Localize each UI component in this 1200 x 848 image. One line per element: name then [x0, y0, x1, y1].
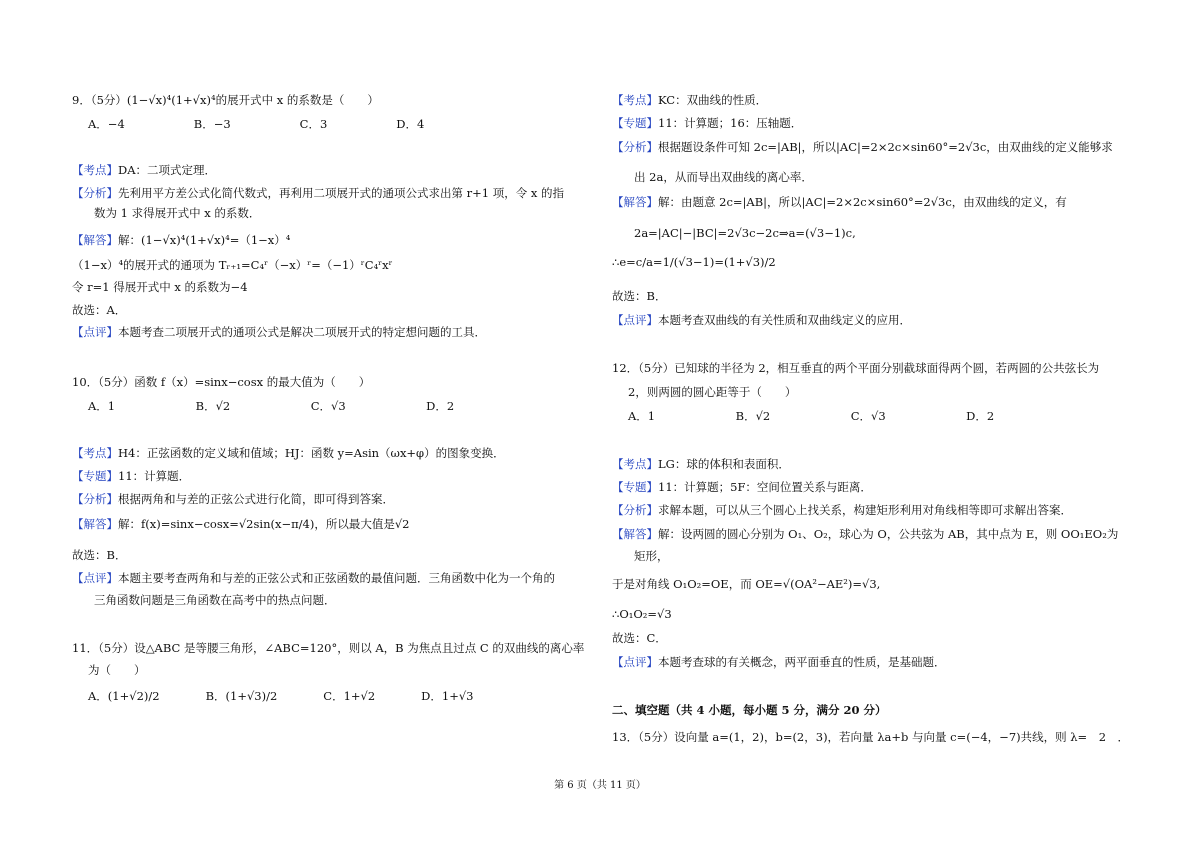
q11-stem-2 — [88, 662, 146, 678]
line-text: 本题考查球的有关概念，两平面垂直的性质，是基础题． — [658, 655, 946, 669]
q11-jieda-2 — [634, 225, 856, 241]
q11-jieda-1 — [612, 194, 1067, 210]
line-text: 解：(1−√x)⁴(1+√x)⁴=（1−x）⁴ — [118, 233, 291, 247]
q10-dianping-2 — [94, 592, 336, 608]
line-text: A．−4 B．−3 C．3 D．4 — [88, 117, 425, 131]
label-tag: 【考点】 — [72, 163, 118, 177]
line-text: 2，则两圆的圆心距等于（ ） — [628, 385, 797, 399]
q11-kaodian — [612, 92, 767, 108]
q10-zhuanti — [72, 468, 190, 484]
line-text: 解：由题意 2c=|AB|，所以|AC|=2×2c×sin60°=2√3c，由双曲线的定义，有 — [658, 195, 1067, 209]
line-text: LG：球的体积和表面积． — [658, 457, 790, 471]
line-text: 本题主要考查两角和与差的正弦公式和正弦函数的最值问题．三角函数中化为一个角的 — [118, 571, 555, 585]
q12-dianping — [612, 654, 946, 670]
line-text: A．(1+√2)/2 B．(1+√3)/2 C．1+√2 D．1+√3 — [88, 689, 474, 703]
q10-jieda — [72, 516, 409, 532]
q12-jieda-2 — [634, 548, 669, 564]
q11-fenxi-1 — [612, 139, 1113, 155]
line-text: 13．（5分）设向量 a=(1，2)，b=(2，3)，若向量 λa+b 与向量 c=(−4，−7)共线，则 λ= 2 ． — [612, 730, 1130, 744]
label-tag: 【专题】 — [612, 116, 658, 130]
label-tag: 【点评】 — [612, 313, 658, 327]
line-text: 于是对角线 O₁O₂=OE，而 OE=√(OA²−AE²)=√3, — [612, 577, 881, 591]
q9-kaodian — [72, 162, 216, 178]
line-text: 9．（5分）(1−√x)⁴(1+√x)⁴的展开式中 x 的系数是（ ） — [72, 93, 379, 107]
q13-stem — [612, 729, 1129, 745]
q12-jieda-1 — [612, 526, 1118, 542]
line-text: 三角函数问题是三角函数在高考中的热点问题． — [94, 593, 336, 607]
label-tag: 【分析】 — [72, 186, 118, 200]
line-text: 本题考查双曲线的有关性质和双曲线定义的应用． — [658, 313, 911, 327]
q12-fenxi — [612, 502, 1072, 518]
line-text: 2a=|AC|−|BC|=2√3c−2c⇒a=(√3−1)c, — [634, 226, 856, 240]
q11-zhuanti — [612, 115, 802, 131]
line-text: DA：二项式定理． — [118, 163, 217, 177]
line-text: H4：正弦函数的定义域和值域；HJ：函数 y=Asin（ωx+φ）的图象变换． — [118, 446, 505, 460]
q9-jieda-1 — [72, 232, 290, 248]
line-text: 矩形， — [634, 549, 669, 563]
q9-fenxi-1 — [72, 185, 564, 201]
line-text: 根据两角和与差的正弦公式进行化简，即可得到答案． — [118, 492, 394, 506]
line-text: A．1 B．√2 C．√3 D．2 — [628, 409, 995, 423]
q10-stem — [72, 374, 370, 390]
q12-jieda-3 — [612, 576, 880, 592]
label-tag: 【解答】 — [612, 527, 658, 541]
line-text: （1−x）⁴的展开式的通项为 Tᵣ₊₁=C₄ʳ（−x）ʳ=（−1）ʳC₄ʳxʳ — [72, 258, 393, 272]
q12-answer — [612, 630, 667, 646]
q12-kaodian — [612, 456, 790, 472]
line-text: 出 2a，从而导出双曲线的离心率． — [634, 170, 813, 184]
line-text: 求解本题，可以从三个圆心上找关系，构建矩形利用对角线相等即可求解出答案． — [658, 503, 1072, 517]
label-tag: 【考点】 — [72, 446, 118, 460]
line-text: KC：双曲线的性质． — [658, 93, 768, 107]
q9-stem — [72, 92, 379, 108]
line-text: 12．（5分）已知球的半径为 2，相互垂直的两个平面分别截球面得两个圆，若两圆的公共弦长为 — [612, 361, 1100, 375]
q10-kaodian — [72, 445, 505, 461]
line-text: 故选：A． — [72, 303, 127, 317]
label-tag: 【分析】 — [612, 140, 658, 154]
line-text: 数为 1 求得展开式中 x 的系数． — [94, 206, 261, 220]
line-text: 二、填空题（共 4 小题，每小题 5 分，满分 20 分） — [612, 703, 887, 717]
line-text: ∴O₁O₂=√3 — [612, 607, 672, 621]
label-tag: 【点评】 — [72, 571, 118, 585]
q11-answer — [612, 288, 666, 304]
q12-jieda-4 — [612, 606, 672, 622]
line-text: 本题考查二项展开式的通项公式是解决二项展开式的特定想问题的工具． — [118, 325, 486, 339]
line-text: 故选：C． — [612, 631, 667, 645]
label-tag: 【考点】 — [612, 93, 658, 107]
label-tag: 【专题】 — [72, 469, 118, 483]
label-tag: 【分析】 — [72, 492, 118, 506]
q9-dianping — [72, 324, 486, 340]
q11-jieda-3 — [612, 254, 776, 270]
line-text: 11：计算题． — [118, 469, 191, 483]
q11-dianping — [612, 312, 911, 328]
q10-options — [88, 398, 454, 414]
line-text: 根据题设条件可知 2c=|AB|，所以|AC|=2×2c×sin60°=2√3c，由双曲线的定义能够求 — [658, 140, 1113, 154]
q12-zhuanti — [612, 479, 872, 495]
line-text: 11：计算题；16：压轴题． — [658, 116, 803, 130]
line-text: A．1 B．√2 C．√3 D．2 — [88, 399, 455, 413]
line-text: 11．（5分）设△ABC 是等腰三角形，∠ABC=120°，则以 A，B 为焦点且过点 C 的双曲线的离心率 — [72, 641, 585, 655]
q9-options — [88, 116, 424, 132]
line-text: 解：设两圆的圆心分别为 O₁、O₂，球心为 O，公共弦为 AB，其中点为 E，则 OO₁EO₂为 — [658, 527, 1119, 541]
q12-stem-2 — [628, 384, 796, 400]
label-tag: 【考点】 — [612, 457, 658, 471]
q12-options — [628, 408, 994, 424]
label-tag: 【点评】 — [72, 325, 118, 339]
q9-jieda-3 — [72, 279, 248, 295]
label-tag: 【解答】 — [612, 195, 658, 209]
line-text: 故选：B． — [612, 289, 667, 303]
q11-fenxi-2 — [634, 169, 813, 185]
q9-fenxi-2 — [94, 205, 260, 221]
q12-stem-1 — [612, 360, 1099, 376]
line-text: 11：计算题；5F：空间位置关系与距离． — [658, 480, 872, 494]
label-tag: 【分析】 — [612, 503, 658, 517]
line-text: 先利用平方差公式化简代数式，再利用二项展开式的通项公式求出第 r+1 项，令 x 的指 — [118, 186, 565, 200]
line-text: 故选：B． — [72, 548, 127, 562]
line-text: 10．（5分）函数 f（x）=sinx−cosx 的最大值为（ ） — [72, 375, 371, 389]
line-text: ∴e=c/a=1/(√3−1)=(1+√3)/2 — [612, 255, 776, 269]
page-footer: 第 6 页（共 11 页） — [554, 780, 646, 791]
line-text: 为（ ） — [88, 663, 146, 677]
section-2-heading — [612, 702, 887, 718]
q11-stem-1 — [72, 640, 584, 656]
label-tag: 【专题】 — [612, 480, 658, 494]
label-tag: 【点评】 — [612, 655, 658, 669]
q10-dianping-1 — [72, 570, 555, 586]
label-tag: 【解答】 — [72, 517, 118, 531]
q10-fenxi — [72, 491, 394, 507]
q9-jieda-2 — [72, 257, 393, 273]
label-tag: 【解答】 — [72, 233, 118, 247]
line-text: 解：f(x)=sinx−cosx=√2sin(x−π/4)，所以最大值是√2 — [118, 517, 410, 531]
line-text: 令 r=1 得展开式中 x 的系数为−4 — [72, 280, 248, 294]
q9-answer — [72, 302, 126, 318]
q10-answer — [72, 547, 126, 563]
q11-options — [88, 688, 474, 704]
